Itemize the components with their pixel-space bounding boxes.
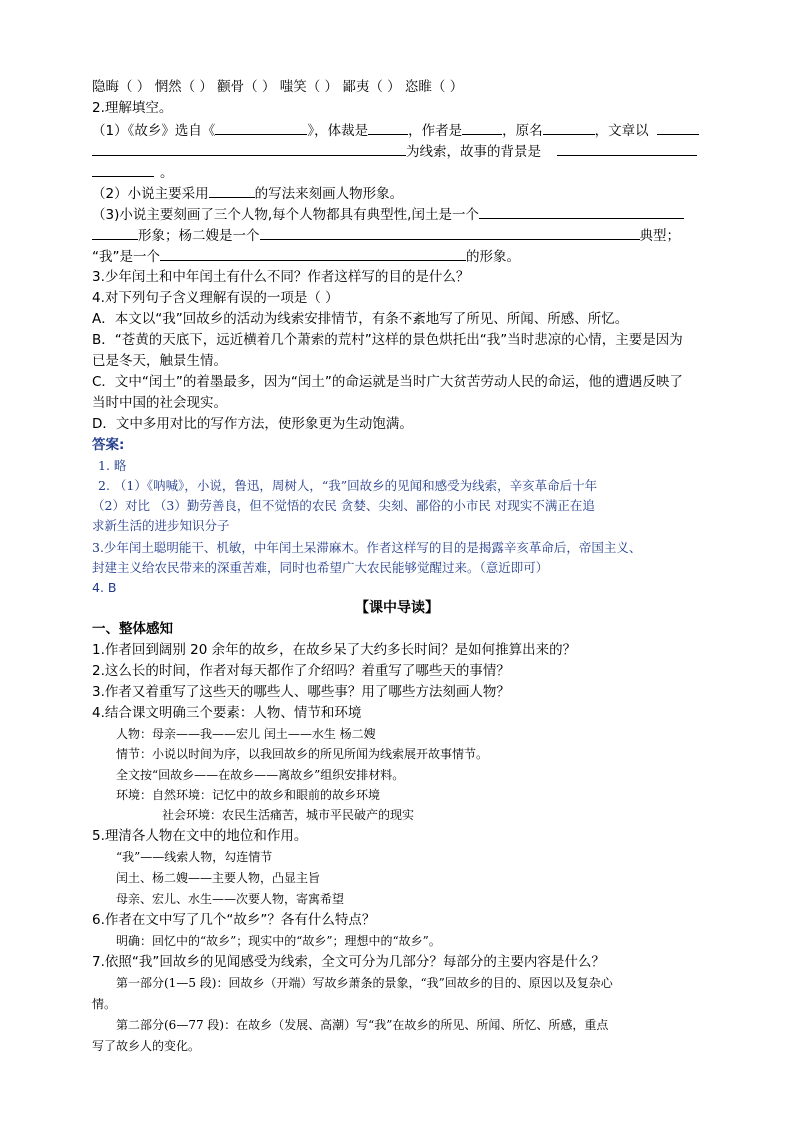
answer-label: 答案: <box>92 437 125 453</box>
guide-q7-part2-line2: 写了故乡人的变化。 <box>92 1039 201 1053</box>
section-title: 【课中导读】 <box>355 600 439 616</box>
q2-1-line2 <box>92 141 697 162</box>
part-1-heading: 一、整体感知 <box>92 621 173 637</box>
guide-q5-main: 闰土、杨二嫂——主要人物，凸显主旨 <box>116 871 321 885</box>
blank-runtu <box>479 204 684 219</box>
guide-q6-answer: 明确：回忆中的“故乡”；现实中的“故乡”；理想中的“故乡”。 <box>116 934 441 948</box>
vocab-line: 隐晦（ ） 惘然（ ） 颧骨（ ） 嗤笑（ ） 鄙夷（ ） 恣睢（ ） <box>92 79 464 95</box>
q2-3-text-c: 典型； <box>639 228 680 244</box>
q2-1-text-d: ，原名 <box>502 123 543 139</box>
blank-realname <box>543 120 595 135</box>
q2-3-text-d: “我”是一个 <box>92 249 160 265</box>
q2-3-line2 <box>92 225 680 246</box>
guide-q1: 1.作者回到阔别 20 余年的故乡，在故乡呆了大约多长时间？是如何推算出来的？ <box>92 642 577 658</box>
blank-source <box>215 120 307 135</box>
q2-2-text-a: （2）小说主要采用 <box>92 186 209 202</box>
guide-q4-plot: 情节：小说以时间为序，以我回故乡的所见所闻为线索展开故事情节。 <box>116 747 489 761</box>
guide-q4-structure: 全文按“回故乡——在故乡——离故乡”组织安排材料。 <box>116 768 405 782</box>
answer-3-line1: 3.少年闰土聪明能干、机敏，中年闰土呆滞麻木。作者这样写的目的是揭露辛亥革命后，帝国主义、 <box>92 540 642 555</box>
q2-1-text-e: ，文章以 <box>594 123 649 139</box>
guide-q4-people: 人物：母亲——我——宏儿 闰土——水生 杨二嫂 <box>116 727 376 741</box>
guide-q5-me: “我”——线索人物，勾连情节 <box>116 850 273 864</box>
option-d: D．文中多用对比的写作方法，使形象更为生动饱满。 <box>92 416 413 432</box>
q2-2 <box>92 183 403 204</box>
blank-clue-b <box>92 141 406 156</box>
blank-background-a <box>557 141 697 156</box>
q2-3-text-e: 的形象。 <box>466 249 520 265</box>
q2-1-text-b: 》，体裁是 <box>307 123 369 139</box>
option-c-line2: 当时中国的社会现实。 <box>92 395 227 411</box>
answer-2-line2: （2）对比 （3）勤劳善良，但不觉悟的农民 贪婪、尖刻、鄙俗的小市民 对现实不满正在追 <box>92 498 595 513</box>
guide-q4: 4.结合课文明确三个要素：人物、情节和环境 <box>92 705 362 721</box>
guide-q7-part1-line2: 情。 <box>92 997 117 1011</box>
guide-q4-env-social: 社会环境：农民生活痛苦，城市平民破产的现实 <box>162 808 415 822</box>
guide-q7: 7.依照“我”回故乡的见闻感受为线索，全文可分为几部分？每部分的主要内容是什么？ <box>92 954 605 970</box>
guide-q5: 5.理清各人物在文中的地位和作用。 <box>92 828 308 844</box>
guide-q3: 3.作者又着重写了这些天的哪些人、哪些事？用了哪些方法刻画人物？ <box>92 684 510 700</box>
guide-q7-part2-line1: 第二部分(6—77 段)：在故乡（发展、高潮）写“我”在故乡的所见、所闻、所忆、所感，重点 <box>116 1018 609 1032</box>
answer-1: 1. 略 <box>98 458 127 473</box>
answer-2-line1: 2. （1）《呐喊》，小说，鲁迅，周树人，“我”回故乡的见闻和感受为线索，辛亥革命后十年 <box>98 478 598 493</box>
guide-q5-minor: 母亲、宏儿、水生——次要人物，寄寓希望 <box>116 892 345 906</box>
q2-1-text-f: 为线索，故事的背景是 <box>406 144 541 160</box>
q2-title: 2.理解填空。 <box>92 100 173 116</box>
q2-1-text-g: 。 <box>160 165 174 181</box>
guide-q4-env-natural: 环境：自然环境：记忆中的故乡和眼前的故乡环境 <box>116 788 381 802</box>
guide-q6: 6.作者在文中写了几个“故乡”？各有什么特点？ <box>92 912 376 928</box>
q4: 4.对下列句子含义理解有误的一项是（ ） <box>92 290 339 306</box>
answer-4: 4. B <box>92 580 117 595</box>
q2-2-text-b: 的写法来刻画人物形象。 <box>254 186 404 202</box>
answer-3-line2: 封建主义给农民带来的深重苦难，同时也希望广大农民能够觉醒过来。（意近即可） <box>92 560 549 575</box>
q2-3-text-b: 形象；杨二嫂是一个 <box>138 228 260 244</box>
guide-q2: 2.这么长的时间，作者对每天都作了介绍吗？着重写了哪些天的事情？ <box>92 663 510 679</box>
guide-q7-part1-line1: 第一部分(1—5 段)：回故乡（开端）写故乡萧条的景象，“我”回故乡的目的、原因以及复杂心 <box>116 976 613 990</box>
q2-3-line3 <box>92 246 520 267</box>
q2-1-text-c: ，作者是 <box>408 123 463 139</box>
blank-genre <box>368 120 408 135</box>
q2-3-text-a: （3)小说主要刻画了三个人物,每个人物都具有典型性,闰土是一个 <box>92 207 479 223</box>
q2-3-line1 <box>92 204 684 225</box>
blank-background-b <box>92 162 154 177</box>
blank-method <box>209 183 255 198</box>
blank-runtu-b <box>92 225 138 240</box>
blank-me <box>160 246 466 261</box>
blank-author <box>462 120 502 135</box>
blank-yang <box>260 225 640 240</box>
option-b-line2: 已是冬天，触景生情。 <box>92 353 227 369</box>
option-b-line1: B．“苍黄的天底下，远近横着几个萧索的荒村”这样的景色烘托出“我”当时悲凉的心情，主要是因为 <box>92 332 683 348</box>
q3: 3.少年闰土和中年闰土有什么不同？作者这样写的目的是什么？ <box>92 269 470 285</box>
answer-2-line3: 求新生活的进步知识分子 <box>92 518 230 533</box>
q2-1-line3 <box>92 162 174 183</box>
q2-1-text-a: （1）《故乡》选自《 <box>92 123 216 139</box>
option-c-line1: C．文中“闰土”的着墨最多，因为“闰土”的命运就是当时广大贫苦劳动人民的命运，他的遭遇反映了 <box>92 374 683 390</box>
q2-1-line1 <box>92 120 699 141</box>
option-a: A．本文以“我”回故乡的活动为线索安排情节，有条不紊地写了所见、所闻、所感、所忆。 <box>92 311 629 327</box>
blank-clue-a <box>657 120 699 135</box>
